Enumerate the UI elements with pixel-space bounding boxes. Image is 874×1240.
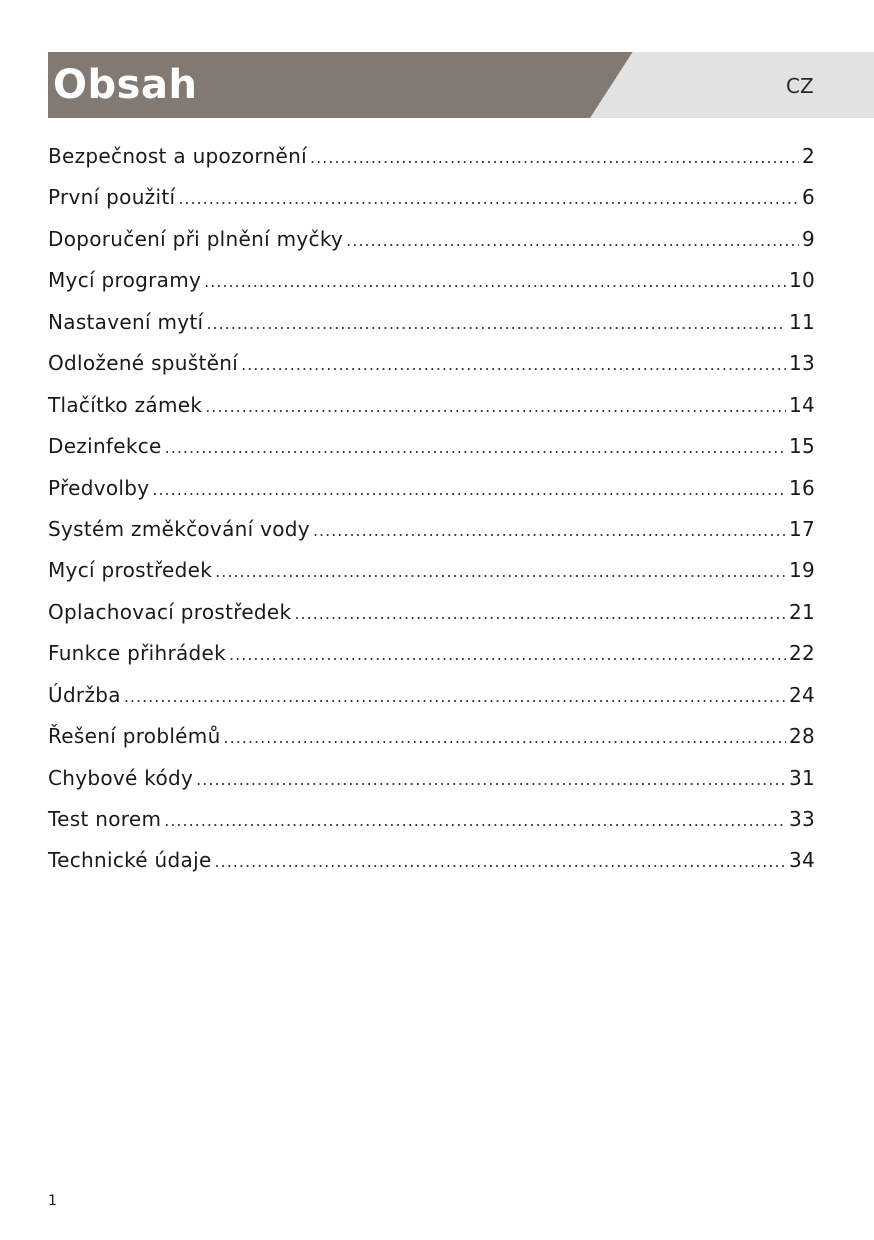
page-title: Obsah — [53, 62, 198, 108]
toc-entry-page: 15 — [788, 434, 815, 459]
toc-entry-page: 10 — [788, 268, 815, 293]
toc-entry-page: 6 — [801, 185, 815, 210]
toc-entry-page: 33 — [788, 807, 815, 831]
toc-entry-page: 17 — [788, 516, 815, 541]
toc-dot-leader — [224, 728, 786, 747]
toc-entry-page: 31 — [788, 765, 815, 790]
toc-entry[interactable] — [48, 434, 815, 475]
toc-entry-title: Dezinfekce — [48, 434, 162, 459]
toc-entry[interactable] — [48, 848, 815, 889]
toc-dot-leader — [241, 355, 786, 374]
toc-dot-leader — [205, 397, 786, 416]
page-number: 1 — [48, 1193, 57, 1209]
toc-entry-title: Předvolby — [48, 475, 150, 500]
toc-entry[interactable] — [48, 683, 815, 724]
toc-entry-page: 9 — [801, 226, 815, 251]
toc-dot-leader — [310, 148, 799, 167]
toc-dot-leader — [215, 852, 786, 871]
toc-entry-page: 21 — [788, 599, 815, 624]
toc-dot-leader — [346, 231, 799, 250]
toc-entry[interactable] — [48, 517, 815, 558]
toc-entry[interactable] — [48, 185, 815, 226]
toc-entry-title: Mycí prostředek — [48, 558, 213, 583]
toc-entry[interactable] — [48, 393, 815, 434]
toc-entry-title: Test norem — [48, 807, 162, 831]
toc-dot-leader — [196, 770, 786, 789]
toc-entry-title: Údržba — [48, 682, 121, 707]
toc-entry-title: Funkce přihrádek — [48, 641, 227, 666]
toc-entry-page: 11 — [788, 309, 815, 334]
toc-entry-page: 22 — [788, 641, 815, 666]
toc-dot-leader — [178, 189, 799, 208]
toc-entry-page: 19 — [788, 558, 815, 583]
table-of-contents — [48, 144, 815, 890]
toc-entry-page: 16 — [788, 475, 815, 500]
toc-entry-title: Oplachovací prostředek — [48, 599, 292, 624]
toc-dot-leader — [229, 645, 786, 664]
toc-entry-title: První použití — [48, 185, 176, 210]
toc-entry[interactable] — [48, 558, 815, 599]
toc-dot-leader — [294, 604, 786, 623]
toc-entry[interactable] — [48, 766, 815, 807]
toc-entry-title: Odložené spuštění — [48, 351, 239, 376]
toc-entry[interactable] — [48, 227, 815, 268]
toc-entry-page: 34 — [788, 848, 815, 873]
toc-entry[interactable] — [48, 600, 815, 641]
toc-entry[interactable] — [48, 807, 815, 848]
toc-dot-leader — [124, 687, 786, 706]
toc-entry-page: 28 — [788, 724, 815, 749]
toc-entry[interactable] — [48, 724, 815, 765]
toc-dot-leader — [204, 272, 786, 291]
toc-entry-title: Chybové kódy — [48, 765, 194, 790]
toc-entry-page: 13 — [788, 351, 815, 376]
toc-entry-title: Technické údaje — [48, 848, 212, 873]
toc-dot-leader — [313, 521, 786, 540]
toc-entry-page: 2 — [801, 144, 815, 168]
toc-entry[interactable] — [48, 351, 815, 392]
toc-dot-leader — [165, 438, 786, 457]
toc-dot-leader — [152, 480, 786, 499]
language-code: CZ — [786, 74, 814, 98]
toc-entry[interactable] — [48, 310, 815, 351]
toc-entry-page: 14 — [788, 392, 815, 417]
toc-entry-title: Tlačítko zámek — [48, 392, 203, 417]
toc-entry-title: Systém změkčování vody — [48, 516, 310, 541]
toc-entry-title: Bezpečnost a upozornění — [48, 144, 307, 168]
toc-entry[interactable] — [48, 476, 815, 517]
language-band — [590, 52, 874, 118]
toc-dot-leader — [206, 314, 786, 333]
toc-entry-title: Mycí programy — [48, 268, 202, 293]
toc-entry[interactable] — [48, 268, 815, 309]
toc-entry[interactable] — [48, 641, 815, 682]
toc-entry-title: Nastavení mytí — [48, 309, 204, 334]
toc-entry-page: 24 — [788, 682, 815, 707]
toc-entry-title: Doporučení při plnění myčky — [48, 226, 344, 251]
toc-dot-leader — [215, 562, 786, 581]
toc-entry[interactable] — [48, 144, 815, 185]
toc-entry-title: Řešení problémů — [48, 724, 221, 749]
toc-dot-leader — [164, 811, 786, 830]
